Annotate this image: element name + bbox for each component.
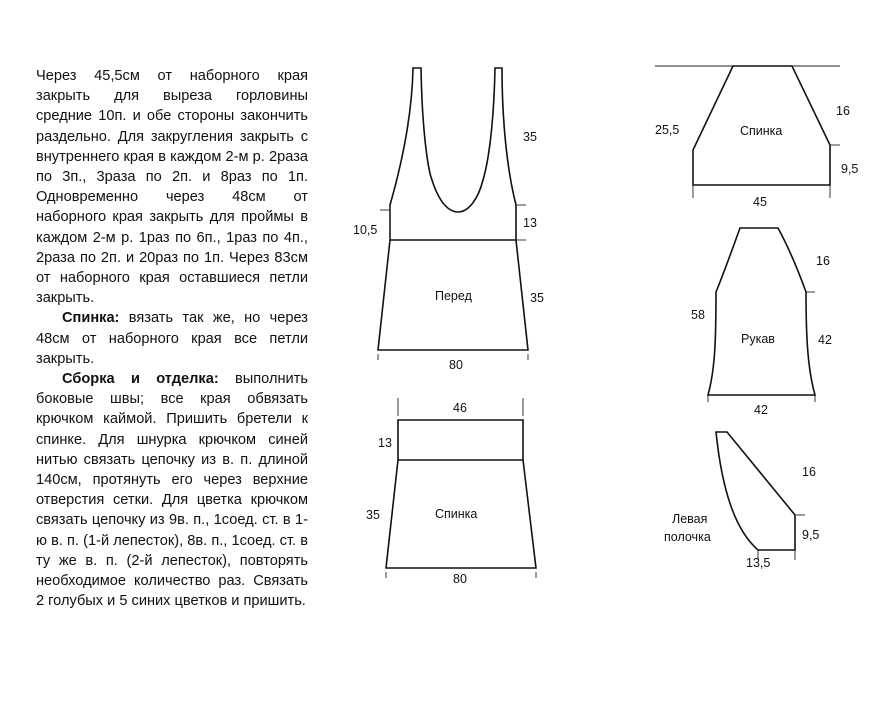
left-front-outline bbox=[716, 432, 795, 550]
left-front-slope-dim: 16 bbox=[802, 465, 816, 479]
sleeve-lower-dim: 42 bbox=[818, 333, 832, 347]
front-armhole-dim: 10,5 bbox=[353, 223, 378, 237]
bolero-back-width-dim: 45 bbox=[753, 195, 767, 209]
left-front-side-dim: 9,5 bbox=[802, 528, 820, 542]
bolero-back-side-dim: 9,5 bbox=[841, 162, 859, 176]
left-front-width-dim: 13,5 bbox=[746, 556, 771, 570]
back-dress-yoke-dim: 13 bbox=[378, 436, 392, 450]
instructions-paragraph-1: Через 45,5см от наборного края закрыть для выреза горловины средние 10п. и обе стороны закончить раздельно. Для закругления закрыть с внутреннего края в каждом 2-м р. 2раза по 3п., 3раза по 2п. и 8раз по 1п. Одновременно через 48см от наборного края закрыть для проймы в каждом 2-м р. 1раз по 6п., 1раз по 4п., 2раза по 2п. и 20раз по 1п. Через 83см от наборного края оставшиеся петли закрыть. bbox=[36, 68, 308, 307]
front-pattern bbox=[353, 68, 544, 372]
back-text: вязать так же, но через 48см от наборного края все петли закрыть. bbox=[36, 310, 308, 367]
bolero-back-slope-dim: 16 bbox=[836, 104, 850, 118]
back-dress-label: Спинка bbox=[435, 507, 478, 521]
sleeve-pattern bbox=[691, 228, 832, 417]
front-yoke-dim: 13 bbox=[523, 216, 537, 230]
back-dress-width-dim: 80 bbox=[453, 572, 467, 586]
sleeve-label: Рукав bbox=[741, 332, 775, 346]
left-front-pattern bbox=[664, 432, 819, 570]
bolero-back-pattern bbox=[655, 66, 858, 209]
left-front-label-line1: Левая bbox=[672, 512, 708, 526]
front-strap-dim: 35 bbox=[523, 130, 537, 144]
left-front-label-line2: полочка bbox=[664, 530, 711, 544]
front-label: Перед bbox=[435, 289, 472, 303]
bolero-back-label: Спинка bbox=[740, 124, 783, 138]
sleeve-cap-dim: 16 bbox=[816, 254, 830, 268]
back-dress-outline bbox=[386, 420, 536, 568]
assembly-text: выполнить боковые швы; все края обвязать крючком каймой. Пришить бретели к спинке. Для шнурка крючком синей нитью связать цепочку из в. п. длиной 140см, протянуть его через верхние отверстия сетки. Для цветка крючком связать цепочку из 9в. п., 1соед. ст. в 1-ю в. п. (1-й лепесток), 8в. п., 1соед. ст. в ту же в. п. (2-й лепесток), повторять необходимое количество раз. Связать 2 голубых и 5 синих цветков и пришить. bbox=[36, 371, 308, 610]
back-dress-top-dim: 46 bbox=[453, 401, 467, 415]
sleeve-outline bbox=[708, 228, 815, 395]
assembly-heading: Сборка и отделка: bbox=[62, 371, 219, 388]
bolero-back-height-dim: 25,5 bbox=[655, 123, 680, 137]
sleeve-width-dim: 42 bbox=[754, 403, 768, 417]
back-heading: Спинка: bbox=[62, 310, 120, 327]
back-dress-pattern bbox=[366, 398, 536, 586]
back-dress-skirt-dim: 35 bbox=[366, 508, 380, 522]
sleeve-total-dim: 58 bbox=[691, 308, 705, 322]
front-outline bbox=[378, 68, 528, 350]
front-width-dim: 80 bbox=[449, 358, 463, 372]
front-skirt-dim: 35 bbox=[530, 291, 544, 305]
